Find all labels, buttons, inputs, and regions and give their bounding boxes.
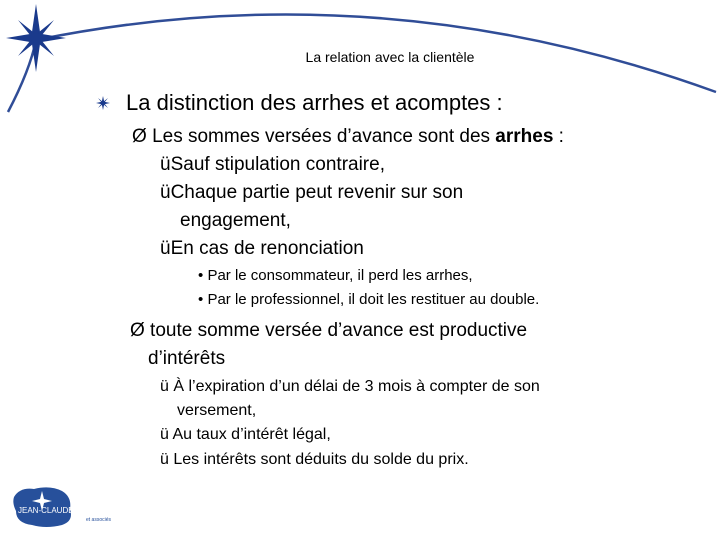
- list-item: [160, 154, 385, 176]
- list-item-text: Au taux d’intérêt légal,: [172, 426, 331, 443]
- slide-header-title: La relation avec la clientèle: [305, 49, 475, 65]
- dot-bullet-icon: •: [198, 267, 204, 284]
- list-item-text: Sauf stipulation contraire,: [170, 154, 385, 175]
- check-icon: ü: [160, 238, 171, 259]
- arrow-bullet-icon: Ø: [130, 320, 145, 341]
- list-item-continuation: versement,: [177, 402, 257, 419]
- check-icon: ü: [160, 451, 169, 468]
- point-2: [130, 320, 527, 342]
- list-item-text: En cas de renonciation: [170, 238, 364, 259]
- main-heading: La distinction des arrhes et acomptes :: [126, 90, 503, 115]
- list-item: [160, 451, 469, 469]
- list-item-text: Chaque partie peut revenir sur son: [170, 182, 464, 203]
- list-item: [160, 426, 331, 444]
- sub-list-item: [198, 267, 473, 284]
- point-2-line-2: d’intérêts: [148, 348, 226, 369]
- sub-list-item: [198, 291, 539, 308]
- check-icon: ü: [160, 182, 171, 203]
- point-2-line-1: toute somme versée d’avance est productive: [144, 320, 528, 341]
- arrow-bullet-icon: Ø: [132, 126, 147, 147]
- list-item: [160, 238, 364, 260]
- logo-text-1: JEAN-CLAUDE DE COULON: [18, 506, 124, 515]
- point-1: [132, 126, 564, 148]
- sub-list-item-text: Par le professionnel, il doit les restituer au double.: [207, 291, 540, 308]
- check-icon: ü: [160, 378, 169, 395]
- point-1-bold: arrhes: [495, 126, 554, 147]
- company-logo: [12, 483, 124, 529]
- point-1-trail: :: [553, 126, 564, 147]
- check-icon: ü: [160, 154, 171, 175]
- list-item-continuation: engagement,: [180, 210, 291, 231]
- sub-list-item-text: Par le consommateur, il perd les arrhes,: [207, 267, 473, 284]
- star-icon: [6, 4, 66, 72]
- list-item: [160, 378, 540, 396]
- logo-text-2: et associés: [86, 517, 112, 523]
- list-item-text: Les intérêts sont déduits du solde du prix.: [173, 451, 469, 468]
- list-item: [160, 182, 463, 204]
- star-bullet-icon: [96, 96, 110, 110]
- list-item-text: À l’expiration d’un délai de 3 mois à compter de son: [173, 378, 540, 395]
- dot-bullet-icon: •: [198, 291, 204, 308]
- point-1-lead: Les sommes versées d’avance sont des: [152, 126, 496, 147]
- check-icon: ü: [160, 426, 169, 443]
